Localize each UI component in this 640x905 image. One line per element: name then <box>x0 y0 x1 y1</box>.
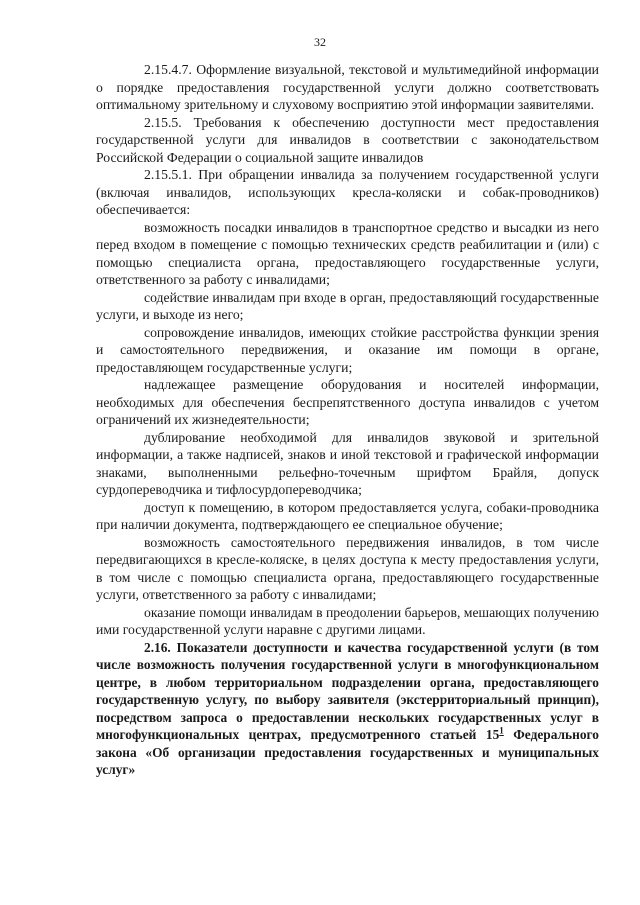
paragraph-2-15-5: 2.15.5. Требования к обеспечению доступности мест предоставления государственной услуги для инвалидов в соответствии с законодательством Российской Федерации о социальной защите инвалидов <box>96 114 599 165</box>
paragraph-2-15-4-7: 2.15.4.7. Оформление визуальной, текстовой и мультимедийной информации о порядке предоставления государственной услуги должно соответствовать оптимальному зрительному и слуховому восприятию этой информации заявителями. <box>96 62 599 112</box>
footnote-marker: 1 <box>499 725 504 736</box>
section-heading-2-16 <box>96 639 599 779</box>
list-item-barrier-assistance: оказание помощи инвалидам в преодолении барьеров, мешающих получению ими государственной услуги наравне с другими лицами. <box>96 604 600 637</box>
heading-text: 2.16. Показатели доступности и качества государственной услуги (в том числе возможность получения государственной услуги в многофункциональном центре, в любом территориальном подразделении органа, предоставляющего государственную услугу, по выбору заявителя (экстерриториальный принцип), посредством запроса о предоставлении нескольких государственных услуг в многофункциональных центрах, предусмотренного статьей 15 <box>96 639 599 742</box>
list-item-independent-movement: возможность самостоятельного передвижения инвалидов, в том числе передвигающихся в кресле-коляске, в целях доступа к месту предоставления услуги, в том числе с помощью специалиста органа, предоставляющего государственные услуги, ответственного за работу с инвалидами; <box>96 534 599 602</box>
list-item-entry-assistance: содействие инвалидам при входе в орган, предоставляющий государственные услуги, и выходе из него; <box>96 289 599 322</box>
list-item-equipment-placement: надлежащее размещение оборудования и носителей информации, необходимых для обеспечения беспрепятственного доступа инвалидов с учетом ограничений их жизнедеятельности; <box>96 377 599 427</box>
list-item-boarding-assistance: возможность посадки инвалидов в транспортное средство и высадки из него перед входом в помещение с помощью технических средств реабилитации и (или) с помощью специалиста органа, предоставляющего государственные услуги, ответственного за работу с инвалидами; <box>96 219 599 287</box>
document-body <box>96 61 599 779</box>
list-item-braille-duplication: дублирование необходимой для инвалидов звуковой и зрительной информации, а также надписей, знаков и иной текстовой и графической информации знаками, выполненными рельефно-точечным шрифтом Брайля, допуск сурдопереводчика и тифлосурдопереводчика; <box>96 429 599 497</box>
page-number: 32 <box>314 35 326 49</box>
paragraph-2-15-5-1: 2.15.5.1. При обращении инвалида за получением государственной услуги (включая инвалидов, использующих кресла-коляски и собак-проводников) обеспечивается: <box>96 167 599 217</box>
heading-text-after: Федерального закона «Об организации предоставления государственных и муниципальных услуг» <box>96 727 599 777</box>
list-item-escort: сопровождение инвалидов, имеющих стойкие расстройства функции зрения и самостоятельного передвижения, и оказание им помощи в органе, предоставляющем государственные услуги; <box>96 324 599 375</box>
list-item-guide-dog-access: доступ к помещению, в котором предоставляется услуга, собаки-проводника при наличии документа, подтверждающего ее специальное обучение; <box>96 499 599 532</box>
